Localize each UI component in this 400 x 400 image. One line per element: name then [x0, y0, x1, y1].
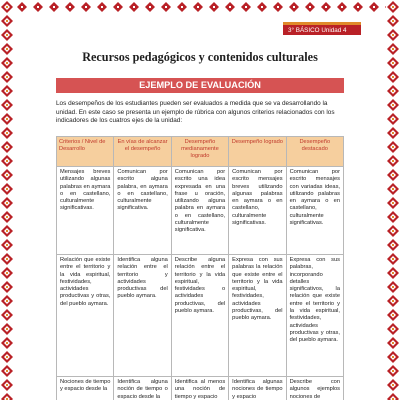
intro-paragraph: Los desempeños de los estudiantes pueden ser evaluados a medida que se va desarrollando la unidad. En este caso se presenta un ejemplo de rúbrica con algunos criterios relacionados con los indicadores de los cuatros ejes de la unidad:	[56, 100, 335, 125]
rubric-table	[56, 136, 344, 400]
table-cell: Expresa con sus palabras la relación que existe entre el territorio y la vida espiritual, festividades, actividades productivas, del pueblo aymara.	[229, 255, 286, 377]
section-heading: EJEMPLO DE EVALUACIÓN	[56, 78, 344, 93]
top-decorative-strip	[14, 0, 386, 14]
rubric-header-row	[57, 137, 344, 167]
rubric-header-level-1: En vías de alcanzar el desempeño	[114, 137, 171, 167]
table-cell: Comunican por escrito mensajes con variadas ideas, utilizando palabras en aymara o en castellano, culturalmente significativas.	[286, 167, 343, 255]
table-cell: Identifica alguna relación entre el territorio y actividades productivas del pueblo aymara.	[114, 255, 171, 377]
table-cell: Identifica al menos una noción de tiempo y espacio	[171, 377, 228, 400]
table-cell: Nociones de tiempo y espacio desde la	[57, 377, 114, 400]
table-cell: Mensajes breves utilizando algunas palabras en aymara o en castellano, culturalmente significativas.	[57, 167, 114, 255]
table-cell: Expresa con sus palabras, incorporando detalles significativos, la relación que existe entre el territorio y la vida espiritual, festividades, actividades productivas y otras, del pueblo aymara.	[286, 255, 343, 377]
rubric-header-criteria: Criterios / Nivel de Desarrollo	[57, 137, 114, 167]
table-cell: Relación que existe entre el territorio y la vida espiritual, festividades, actividades productivas y otras, del pueblo aymara.	[57, 255, 114, 377]
grade-unit-badge: 3° BÁSICO Unidad 4	[283, 22, 361, 35]
table-cell: Comunican por escrito alguna palabra, en aymara o en castellano, culturalmente significativa.	[114, 167, 171, 255]
page-title: Recursos pedagógicos y contenidos culturales	[82, 50, 318, 64]
table-row	[57, 255, 344, 377]
table-cell: Comunican por escrito una idea expresada en una frase u oración, utilizando alguna palabra en aymara o en castellano, culturalmente significativa.	[171, 167, 228, 255]
table-row	[57, 167, 344, 255]
rubric-header-level-4: Desempeño destacado	[286, 137, 343, 167]
table-cell: Comunican por escrito mensajes breves utilizando algunas palabras en aymara o en castellano, culturalmente significativas.	[229, 167, 286, 255]
table-cell: Identifica alguna noción de tiempo o espacio desde la	[114, 377, 171, 400]
table-cell: Describe alguna relación entre el territorio y la vida espiritual, festividades o actividades productivas, del pueblo aymara.	[171, 255, 228, 377]
rubric-header-level-2: Desempeño medianamente logrado	[171, 137, 228, 167]
table-cell: Describe con algunos ejemplos nociones de	[286, 377, 343, 400]
rubric-header-level-3: Desempeño logrado	[229, 137, 286, 167]
table-cell: Identifica algunas nociones de tiempo y espacio	[229, 377, 286, 400]
table-row	[57, 377, 344, 400]
